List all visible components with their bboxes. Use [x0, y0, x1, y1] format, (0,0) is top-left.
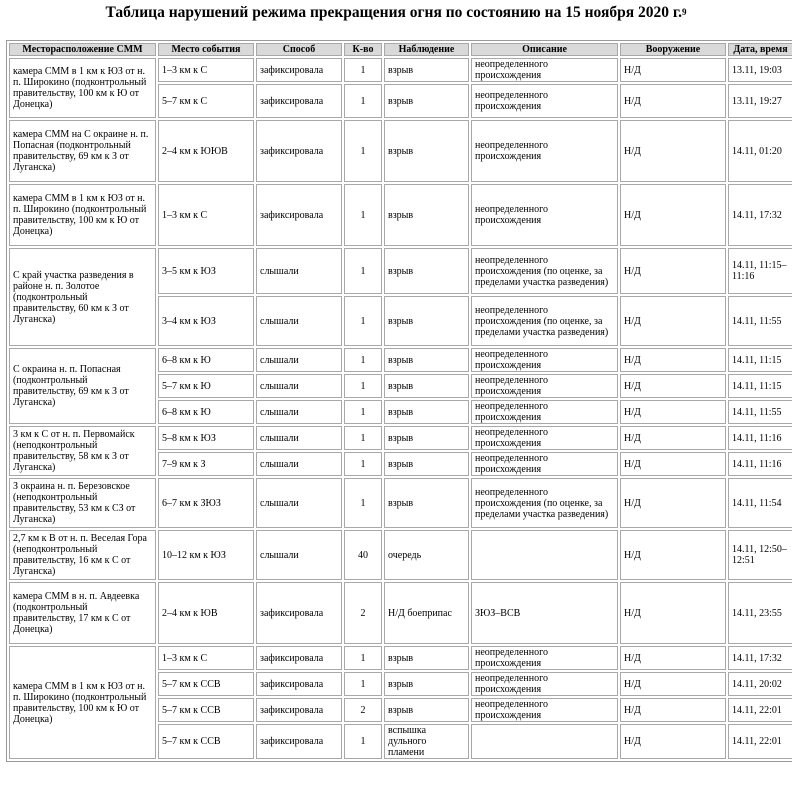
weapon-cell: Н/Д [620, 646, 726, 670]
quantity-cell: 1 [344, 400, 382, 424]
observation-cell: взрыв [384, 698, 469, 722]
col-header-observation: Наблюдение [384, 43, 469, 56]
table-row [9, 530, 792, 580]
location-cell: З окраина н. п. Березовское (неподконтрольный правительству, 53 км к СЗ от Луганска) [9, 478, 156, 528]
datetime-cell: 14.11, 11:15 [728, 374, 792, 398]
datetime-cell: 13.11, 19:27 [728, 84, 792, 118]
method-cell: зафиксировала [256, 698, 342, 722]
weapon-cell: Н/Д [620, 184, 726, 246]
quantity-cell: 1 [344, 646, 382, 670]
location-cell: С окраина н. п. Попасная (подконтрольный правительству, 69 км к З от Луганска) [9, 348, 156, 424]
event-place-cell: 5–7 км к ССВ [158, 672, 254, 696]
method-cell: слышали [256, 530, 342, 580]
datetime-cell: 14.11, 17:32 [728, 646, 792, 670]
event-place-cell: 5–7 км к Ю [158, 374, 254, 398]
observation-cell: взрыв [384, 452, 469, 476]
page-title [0, 3, 792, 23]
location-cell: С край участка разведения в районе н. п. Золотое (подконтрольный правительству, 60 км к З от Луганска) [9, 248, 156, 346]
location-cell: камера СММ в 1 км к ЮЗ от н. п. Широкино (подконтрольный правительству, 100 км к Ю от Донецка) [9, 646, 156, 759]
method-cell: слышали [256, 478, 342, 528]
event-place-cell: 5–7 км к С [158, 84, 254, 118]
observation-cell: взрыв [384, 426, 469, 450]
event-place-cell: 10–12 км к ЮЗ [158, 530, 254, 580]
location-cell: камера СММ в н. п. Авдеевка (подконтрольный правительству, 17 км к С от Донецка) [9, 582, 156, 644]
description-cell: неопределенного происхождения [471, 184, 618, 246]
table-row [9, 426, 792, 450]
description-cell: неопределенного происхождения (по оценке, за пределами участка разведения) [471, 248, 618, 294]
method-cell: зафиксировала [256, 58, 342, 82]
method-cell: слышали [256, 374, 342, 398]
weapon-cell: Н/Д [620, 120, 726, 182]
table-row [9, 58, 792, 82]
quantity-cell: 1 [344, 348, 382, 372]
quantity-cell: 2 [344, 582, 382, 644]
datetime-cell: 14.11, 11:55 [728, 400, 792, 424]
event-place-cell: 2–4 км к ЮЮВ [158, 120, 254, 182]
col-header-qty: К-во [344, 43, 382, 56]
weapon-cell: Н/Д [620, 452, 726, 476]
quantity-cell: 1 [344, 248, 382, 294]
datetime-cell: 14.11, 22:01 [728, 724, 792, 759]
observation-cell: взрыв [384, 672, 469, 696]
title-text: Таблица нарушений режима прекращения огня по состоянию на 15 ноября 2020 г. [105, 4, 683, 21]
event-place-cell: 5–7 км к ССВ [158, 724, 254, 759]
observation-cell: взрыв [384, 120, 469, 182]
description-cell: неопределенного происхождения [471, 120, 618, 182]
datetime-cell: 14.11, 17:32 [728, 184, 792, 246]
datetime-cell: 13.11, 19:03 [728, 58, 792, 82]
quantity-cell: 1 [344, 120, 382, 182]
quantity-cell: 1 [344, 724, 382, 759]
datetime-cell: 14.11, 22:01 [728, 698, 792, 722]
datetime-cell: 14.11, 23:55 [728, 582, 792, 644]
event-place-cell: 6–8 км к Ю [158, 400, 254, 424]
quantity-cell: 2 [344, 698, 382, 722]
description-cell: неопределенного происхождения (по оценке, за пределами участка разведения) [471, 478, 618, 528]
location-cell: камера СММ в 1 км к ЮЗ от н. п. Широкино (подконтрольный правительству, 100 км к Ю от Донецка) [9, 58, 156, 118]
table-row [9, 478, 792, 528]
description-cell: неопределенного происхождения [471, 698, 618, 722]
datetime-cell: 14.11, 11:55 [728, 296, 792, 346]
quantity-cell: 1 [344, 374, 382, 398]
weapon-cell: Н/Д [620, 400, 726, 424]
weapon-cell: Н/Д [620, 84, 726, 118]
datetime-cell: 14.11, 11:16 [728, 452, 792, 476]
col-header-place: Место события [158, 43, 254, 56]
location-cell: 2,7 км к В от н. п. Веселая Гора (неподконтрольный правительству, 16 км к С от Луганска) [9, 530, 156, 580]
weapon-cell: Н/Д [620, 58, 726, 82]
location-cell: камера СММ в 1 км к ЮЗ от н. п. Широкино (подконтрольный правительству, 100 км к Ю от Донецка) [9, 184, 156, 246]
weapon-cell: Н/Д [620, 478, 726, 528]
method-cell: зафиксировала [256, 724, 342, 759]
datetime-cell: 14.11, 11:54 [728, 478, 792, 528]
quantity-cell: 1 [344, 478, 382, 528]
weapon-cell: Н/Д [620, 672, 726, 696]
observation-cell: взрыв [384, 400, 469, 424]
event-place-cell: 3–5 км к ЮЗ [158, 248, 254, 294]
observation-cell: взрыв [384, 184, 469, 246]
location-cell: камера СММ на С окраине н. п. Попасная (подконтрольный правительству, 69 км к З от Луганска) [9, 120, 156, 182]
observation-cell: вспышка дульного пламени [384, 724, 469, 759]
event-place-cell: 6–8 км к Ю [158, 348, 254, 372]
method-cell: зафиксировала [256, 646, 342, 670]
method-cell: слышали [256, 452, 342, 476]
datetime-cell: 14.11, 20:02 [728, 672, 792, 696]
description-cell: неопределенного происхождения [471, 348, 618, 372]
quantity-cell: 1 [344, 426, 382, 450]
description-cell: неопределенного происхождения [471, 672, 618, 696]
quantity-cell: 1 [344, 184, 382, 246]
event-place-cell: 5–8 км к ЮЗ [158, 426, 254, 450]
table-row [9, 582, 792, 644]
method-cell: зафиксировала [256, 582, 342, 644]
observation-cell: взрыв [384, 478, 469, 528]
datetime-cell: 14.11, 11:16 [728, 426, 792, 450]
event-place-cell: 1–3 км к С [158, 646, 254, 670]
col-header-weapon: Вооружение [620, 43, 726, 56]
description-cell: неопределенного происхождения [471, 374, 618, 398]
method-cell: зафиксировала [256, 184, 342, 246]
description-cell: неопределенного происхождения [471, 400, 618, 424]
datetime-cell: 14.11, 11:15–11:16 [728, 248, 792, 294]
weapon-cell: Н/Д [620, 426, 726, 450]
method-cell: слышали [256, 348, 342, 372]
method-cell: слышали [256, 400, 342, 424]
description-cell [471, 724, 618, 759]
observation-cell: взрыв [384, 84, 469, 118]
datetime-cell: 14.11, 12:50–12:51 [728, 530, 792, 580]
event-place-cell: 3–4 км к ЮЗ [158, 296, 254, 346]
description-cell: неопределенного происхождения [471, 84, 618, 118]
weapon-cell: Н/Д [620, 374, 726, 398]
description-cell: неопределенного происхождения [471, 646, 618, 670]
observation-cell: взрыв [384, 58, 469, 82]
event-place-cell: 6–7 км к ЗЮЗ [158, 478, 254, 528]
method-cell: зафиксировала [256, 672, 342, 696]
weapon-cell: Н/Д [620, 296, 726, 346]
col-header-datetime: Дата, время [728, 43, 792, 56]
table-body [9, 58, 792, 759]
datetime-cell: 14.11, 01:20 [728, 120, 792, 182]
weapon-cell: Н/Д [620, 348, 726, 372]
observation-cell: взрыв [384, 646, 469, 670]
description-cell: неопределенного происхождения [471, 58, 618, 82]
description-cell: неопределенного происхождения (по оценке, за пределами участка разведения) [471, 296, 618, 346]
observation-cell: взрыв [384, 248, 469, 294]
weapon-cell: Н/Д [620, 530, 726, 580]
quantity-cell: 1 [344, 84, 382, 118]
method-cell: слышали [256, 296, 342, 346]
observation-cell: взрыв [384, 374, 469, 398]
weapon-cell: Н/Д [620, 582, 726, 644]
col-header-description: Описание [471, 43, 618, 56]
quantity-cell: 1 [344, 58, 382, 82]
event-place-cell: 5–7 км к ССВ [158, 698, 254, 722]
event-place-cell: 2–4 км к ЮВ [158, 582, 254, 644]
method-cell: зафиксировала [256, 84, 342, 118]
table-row [9, 120, 792, 182]
col-header-method: Способ [256, 43, 342, 56]
method-cell: слышали [256, 426, 342, 450]
quantity-cell: 1 [344, 452, 382, 476]
description-cell [471, 530, 618, 580]
col-header-location: Месторасположение СММ [9, 43, 156, 56]
weapon-cell: Н/Д [620, 724, 726, 759]
weapon-cell: Н/Д [620, 248, 726, 294]
method-cell: зафиксировала [256, 120, 342, 182]
title-footnote: 9 [682, 7, 687, 17]
table-row [9, 184, 792, 246]
description-cell: неопределенного происхождения [471, 452, 618, 476]
table-row [9, 348, 792, 372]
event-place-cell: 1–3 км к С [158, 58, 254, 82]
observation-cell: взрыв [384, 348, 469, 372]
location-cell: 3 км к С от н. п. Первомайск (неподконтрольный правительству, 58 км к З от Луганска) [9, 426, 156, 476]
observation-cell: взрыв [384, 296, 469, 346]
observation-cell: Н/Д боеприпас [384, 582, 469, 644]
quantity-cell: 1 [344, 296, 382, 346]
table-row [9, 646, 792, 670]
ceasefire-violations-table [6, 40, 792, 762]
quantity-cell: 1 [344, 672, 382, 696]
observation-cell: очередь [384, 530, 469, 580]
method-cell: слышали [256, 248, 342, 294]
datetime-cell: 14.11, 11:15 [728, 348, 792, 372]
table-header-row [9, 43, 792, 56]
event-place-cell: 1–3 км к С [158, 184, 254, 246]
description-cell: неопределенного происхождения [471, 426, 618, 450]
weapon-cell: Н/Д [620, 698, 726, 722]
description-cell: ЗЮЗ–ВСВ [471, 582, 618, 644]
table-row [9, 248, 792, 294]
event-place-cell: 7–9 км к З [158, 452, 254, 476]
quantity-cell: 40 [344, 530, 382, 580]
